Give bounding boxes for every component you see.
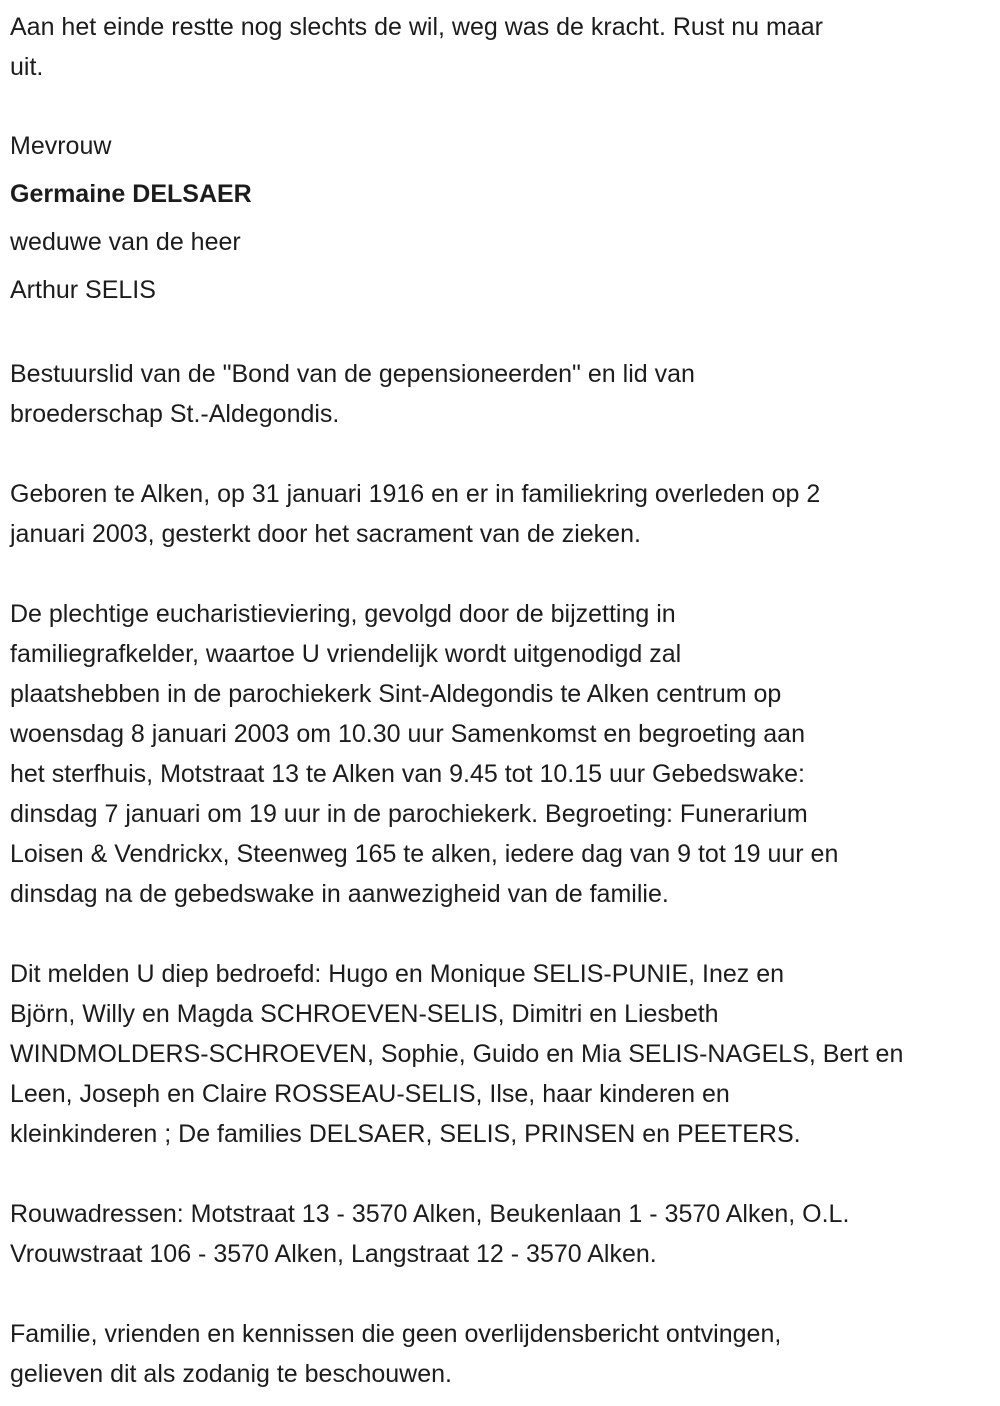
relation-text: weduwe van de heer — [10, 228, 241, 256]
family-paragraph — [10, 954, 1000, 1154]
text-line: januari 2003, gesterkt door het sacrament van de zieken. — [10, 520, 641, 548]
deceased-name: Germaine DELSAER — [10, 180, 252, 208]
text-line: Loisen & Vendrickx, Steenweg 165 te alken, iedere dag van 9 tot 19 uur en — [10, 840, 839, 868]
ceremony-paragraph — [10, 594, 1000, 914]
addresses-paragraph — [10, 1194, 1000, 1274]
deceased-header — [10, 122, 1000, 314]
text-line: Vrouwstraat 106 - 3570 Alken, Langstraat 12 - 3570 Alken. — [10, 1240, 657, 1268]
text-line: kleinkinderen ; De families DELSAER, SELIS, PRINSEN en PEETERS. — [10, 1120, 801, 1148]
text-line: Geboren te Alken, op 31 januari 1916 en er in familiekring overleden op 2 — [10, 480, 821, 508]
text-line: familiegrafkelder, waartoe U vriendelijk wordt uitgenodigd zal — [10, 640, 682, 668]
membership-paragraph — [10, 354, 1000, 434]
text-line: uit. — [10, 53, 44, 81]
text-line: Familie, vrienden en kennissen die geen overlijdensbericht ontvingen, — [10, 1320, 782, 1348]
text-line: dinsdag na de gebedswake in aanwezigheid van de familie. — [10, 880, 669, 908]
text-line: De plechtige eucharistieviering, gevolgd door de bijzetting in — [10, 600, 676, 628]
text-line: Dit melden U diep bedroefd: Hugo en Monique SELIS-PUNIE, Inez en — [10, 960, 785, 988]
spouse-name: Arthur SELIS — [10, 276, 156, 304]
text-line: broederschap St.-Aldegondis. — [10, 400, 340, 428]
text-line: het sterfhuis, Motstraat 13 te Alken van 9.45 tot 10.15 uur Gebedswake: — [10, 760, 805, 788]
text-line: plaatshebben in de parochiekerk Sint-Aldegondis te Alken centrum op — [10, 680, 782, 708]
text-line: gelieven dit als zodanig te beschouwen. — [10, 1360, 452, 1388]
text-line: WINDMOLDERS-SCHROEVEN, Sophie, Guido en Mia SELIS-NAGELS, Bert en — [10, 1040, 904, 1068]
text-line: dinsdag 7 januari om 19 uur in de parochiekerk. Begroeting: Funerarium — [10, 800, 808, 828]
text-line: woensdag 8 januari 2003 om 10.30 uur Samenkomst en begroeting aan — [10, 720, 805, 748]
notice-paragraph — [10, 1314, 1000, 1394]
text-line: Aan het einde restte nog slechts de wil, weg was de kracht. Rust nu maar — [10, 13, 823, 41]
text-line: Björn, Willy en Magda SCHROEVEN-SELIS, Dimitri en Liesbeth — [10, 1000, 719, 1028]
intro-paragraph — [10, 7, 1000, 87]
text-line: Bestuurslid van de "Bond van de gepensioneerden" en lid van — [10, 360, 695, 388]
honorific: Mevrouw — [10, 132, 112, 160]
text-line: Rouwadressen: Motstraat 13 - 3570 Alken, Beukenlaan 1 - 3570 Alken, O.L. — [10, 1200, 850, 1228]
birth-death-paragraph — [10, 474, 1000, 554]
text-line: Leen, Joseph en Claire ROSSEAU-SELIS, Ilse, haar kinderen en — [10, 1080, 730, 1108]
